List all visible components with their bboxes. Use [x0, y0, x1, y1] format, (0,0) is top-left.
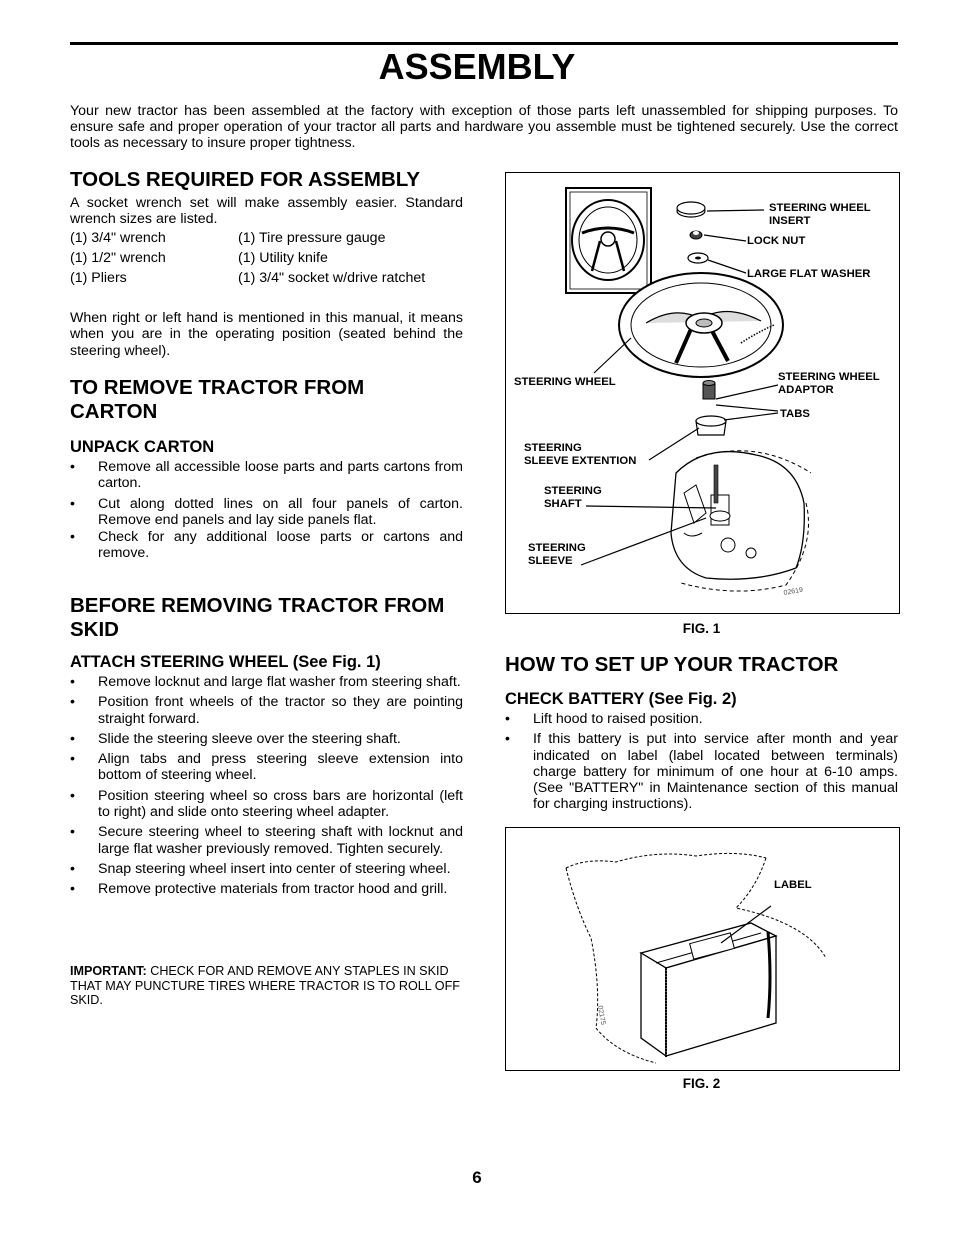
tools-heading: TOOLS REQUIRED FOR ASSEMBLY [70, 168, 421, 191]
figure-2 [505, 827, 900, 1071]
unpack-list [70, 459, 463, 566]
label-battery-label: LABEL [774, 879, 812, 891]
label-tabs: TABS [780, 408, 810, 420]
tool-item: (1) 3/4" socket w/drive ratchet [238, 270, 426, 286]
label-lock-nut: LOCK NUT [747, 235, 806, 247]
list-item: • Snap steering wheel insert into center of steering wheel. [70, 860, 451, 877]
page-number: 6 [472, 1168, 482, 1187]
label-steering-sleeve: STEERING SLEEVE [528, 542, 586, 567]
label-steering-wheel-adaptor: STEERING WHEEL ADAPTOR [778, 371, 880, 396]
list-item: • Remove all accessible loose parts and parts cartons from carton. [70, 459, 463, 492]
fig2-caption: FIG. 2 [682, 1076, 721, 1091]
tools-intro: A socket wrench set will make assembly easier. Standard wrench sizes are listed. [70, 195, 463, 228]
fig1-caption: FIG. 1 [682, 621, 721, 636]
intro-paragraph: Your new tractor has been assembled at the factory with exception of those parts left unassembled for shipping purposes. To ensure safe and proper operation of your tractor all parts and hardware you assemble must be tightened securely. Use the correct tools as necessary to insure proper tightness. [70, 103, 898, 151]
list-item: • Remove locknut and large flat washer from steering shaft. [70, 674, 461, 690]
tool-item: (1) 3/4" wrench [70, 230, 166, 246]
label-steering-shaft: STEERING SHAFT [544, 485, 602, 510]
battery-illustration [506, 828, 899, 1070]
tool-item: (1) Pliers [70, 270, 127, 286]
list-item: • Cut along dotted lines on all four panels of carton. Remove end panels and lay side panels flat. [70, 495, 463, 528]
list-item: • Position front wheels of the tractor so they are pointing straight forward. [70, 694, 463, 727]
battery-subheading: CHECK BATTERY (See Fig. 2) [505, 690, 737, 708]
list-item: • If this battery is put into service after month and year indicated on label (label located between terminals) charge battery for minimum of one hour at 6-10 amps. (See "BATTERY" in Maintenance section of this manual for charging instructions). [505, 731, 898, 813]
tool-item: (1) Tire pressure gauge [238, 230, 386, 246]
list-item: • Check for any additional loose parts or cartons and remove. [70, 529, 463, 562]
list-item: • Position steering wheel so cross bars are horizontal (left to right) and slide onto steering wheel adapter. [70, 787, 463, 821]
svg-text:02619: 02619 [783, 586, 804, 597]
label-large-flat-washer: LARGE FLAT WASHER [747, 268, 871, 280]
title-rule [70, 42, 898, 45]
important-note: IMPORTANT: CHECK FOR AND REMOVE ANY STAPLES IN SKID THAT MAY PUNCTURE TIRES WHERE TRACTOR IS TO ROLL OFF SKID. [70, 964, 460, 1007]
tool-item: (1) Utility knife [238, 250, 328, 266]
list-item: • Slide the steering sleeve over the steering shaft. [70, 730, 401, 747]
label-steering-wheel-insert: STEERING WHEEL INSERT [769, 202, 871, 227]
list-item: • Remove protective materials from tractor hood and grill. [70, 881, 448, 898]
battery-list [505, 711, 898, 817]
hand-note: When right or left hand is mentioned in this manual, it means when you are in the operating position (seated behind the steering wheel). [70, 310, 463, 359]
svg-text:02175: 02175 [596, 1005, 607, 1026]
list-item: • Lift hood to raised position. [505, 711, 703, 727]
tool-item: (1) 1/2" wrench [70, 250, 166, 266]
setup-heading: HOW TO SET UP YOUR TRACTOR [505, 653, 839, 676]
skid-heading: BEFORE REMOVING TRACTOR FROM SKID [70, 594, 445, 641]
list-item: • Secure steering wheel to steering shaft with locknut and large flat washer previously removed. Tighten securely. [70, 824, 463, 857]
unpack-subheading: UNPACK CARTON [70, 438, 215, 456]
page-title: ASSEMBLY [378, 46, 576, 87]
label-steering-wheel: STEERING WHEEL [514, 376, 616, 388]
label-steering-sleeve-extension: STEERING SLEEVE EXTENTION [524, 442, 637, 467]
attach-list [70, 674, 463, 902]
figure-1 [505, 172, 900, 614]
remove-heading: TO REMOVE TRACTOR FROM CARTON [70, 376, 365, 423]
attach-subheading: ATTACH STEERING WHEEL (See Fig. 1) [70, 653, 381, 671]
list-item: • Align tabs and press steering sleeve extension into bottom of steering wheel. [70, 751, 463, 784]
